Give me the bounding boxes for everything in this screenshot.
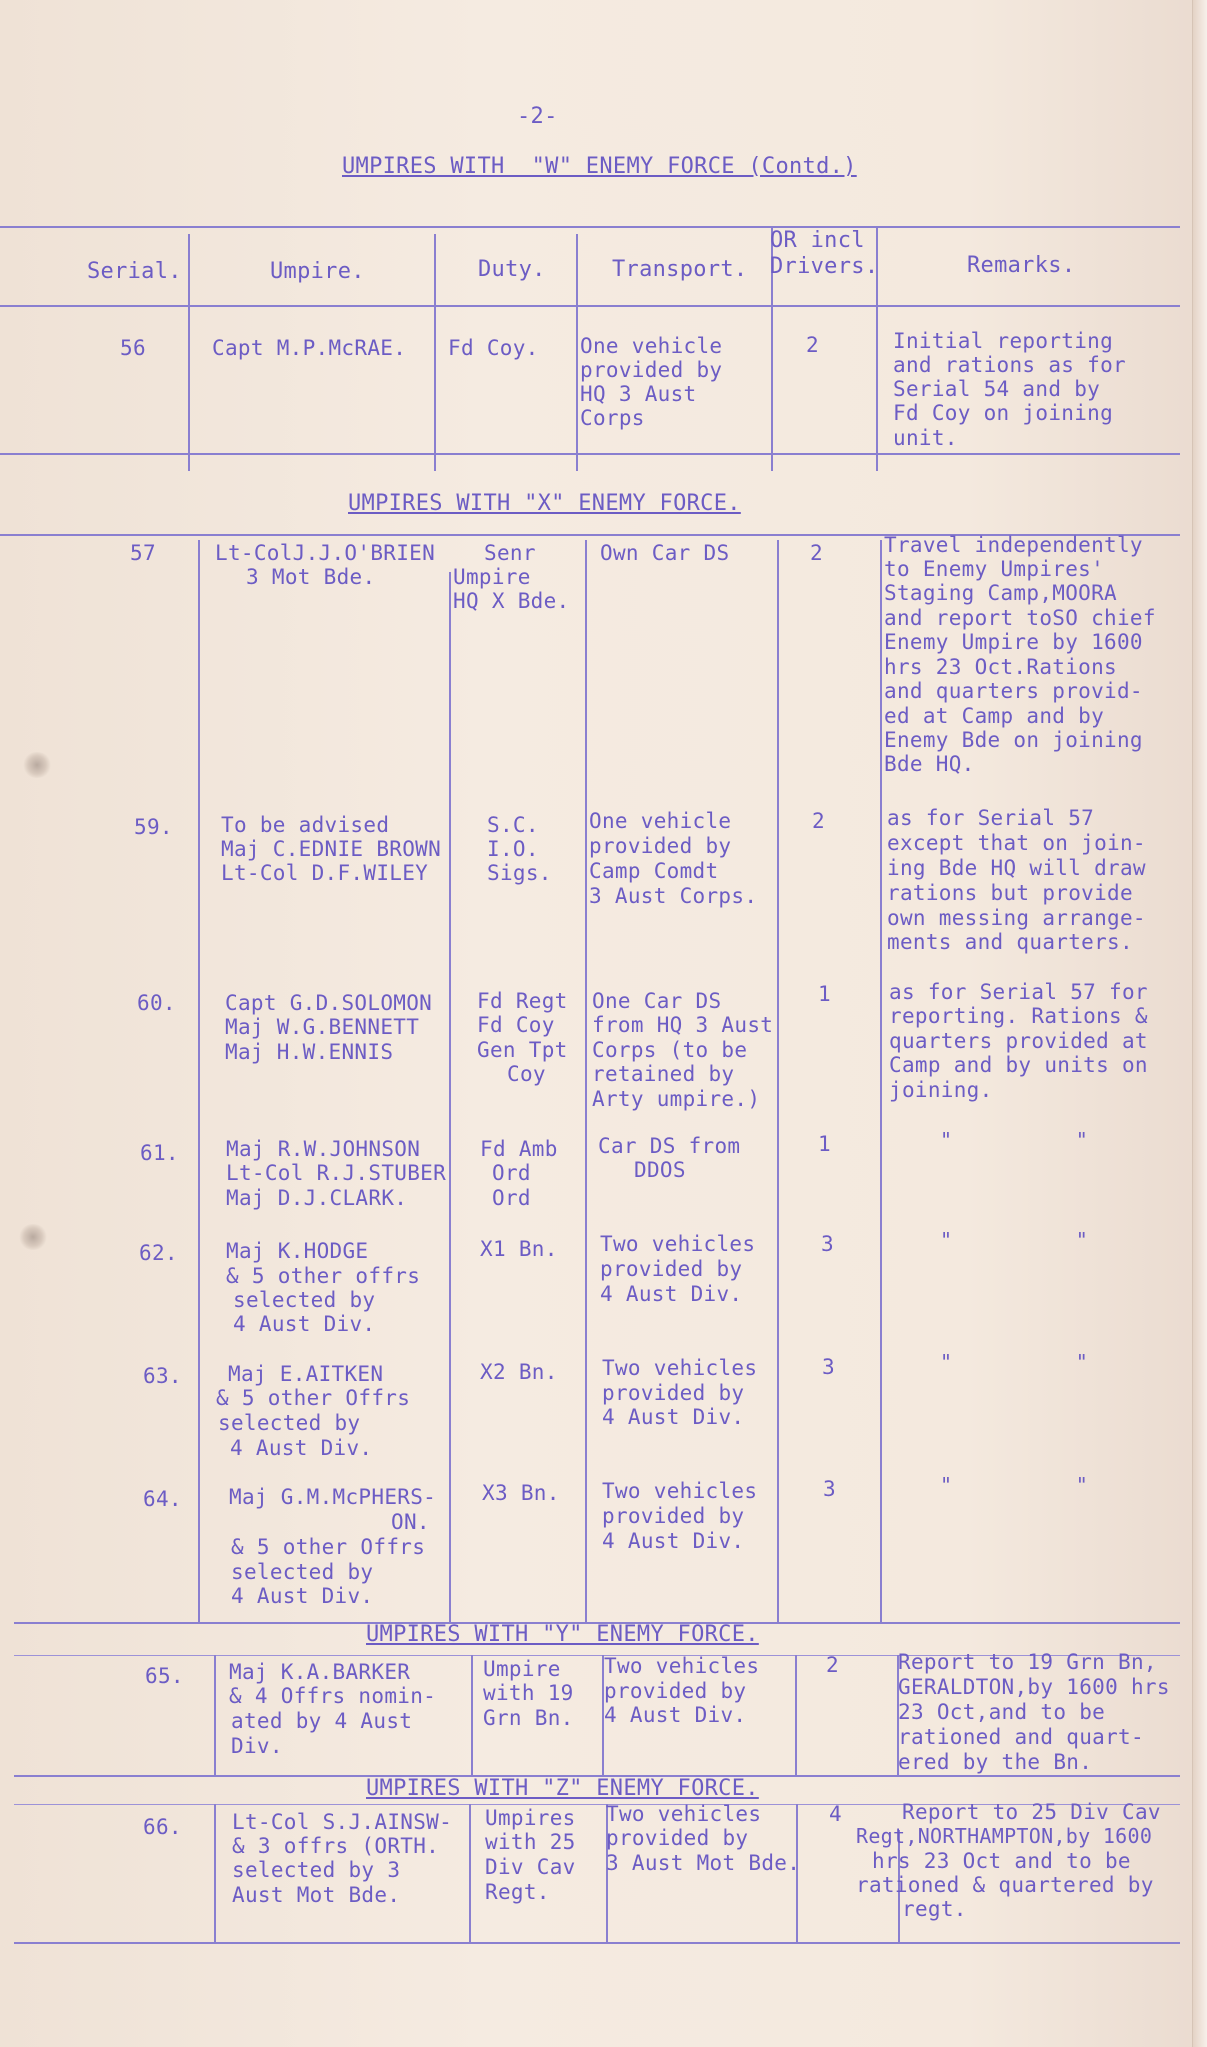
row-59-serial: 59. <box>134 815 173 839</box>
row-65-transport: 4 Aust Div. <box>604 1703 747 1727</box>
row-61-umpire: Maj R.W.JOHNSON <box>226 1137 421 1161</box>
section-title-y: UMPIRES WITH "Y" ENEMY FORCE. <box>366 1622 759 1647</box>
row-65-or: 2 <box>826 1653 839 1677</box>
row-66-transport: 3 Aust Mot Bde. <box>606 1851 801 1875</box>
row-66-transport: provided by <box>606 1826 749 1850</box>
row-57-remarks: ed at Camp and by <box>884 704 1105 728</box>
row-66-duty: with 25 <box>485 1830 576 1854</box>
col-rule <box>434 234 436 471</box>
row-56-umpire: Capt M.P.McRAE. <box>212 336 407 360</box>
row-64-serial: 64. <box>143 1487 182 1511</box>
col-rule <box>777 540 779 1622</box>
row-61-umpire: Maj D.J.CLARK. <box>226 1186 408 1210</box>
section-title-x: UMPIRES WITH "X" ENEMY FORCE. <box>348 491 741 516</box>
row-59-umpire: Lt-Col D.F.WILEY <box>221 861 429 885</box>
row-60-remarks: Camp and by units on <box>889 1053 1148 1077</box>
row-59-or: 2 <box>812 809 825 833</box>
row-65-remarks: GERALDTON,by 1600 hrs <box>898 1675 1170 1699</box>
row-64-transport: Two vehicles <box>602 1479 758 1503</box>
row-64-or: 3 <box>823 1477 836 1501</box>
row-60-transport: Corps (to be <box>592 1038 748 1062</box>
col-rule <box>880 540 882 1622</box>
row-65-remarks: rationed and quart- <box>898 1725 1144 1749</box>
row-57-duty: Senr <box>484 541 536 565</box>
row-61-duty: Ord <box>492 1161 531 1185</box>
row-57-remarks: and report toSO chief <box>884 606 1156 630</box>
row-62-remarks-ditto: " " <box>940 1228 1089 1252</box>
row-64-remarks-ditto: " " <box>940 1473 1089 1497</box>
row-65-umpire: Div. <box>231 1734 283 1758</box>
row-57-umpire: 3 Mot Bde. <box>246 565 376 589</box>
row-60-duty: Gen Tpt <box>477 1038 568 1062</box>
row-66-remarks: hrs 23 Oct and to be <box>872 1849 1131 1873</box>
col-rule <box>576 234 578 471</box>
row-65-remarks: ered by the Bn. <box>898 1750 1093 1774</box>
row-56-transport: Corps <box>580 406 645 430</box>
row-61-transport: Car DS from <box>598 1134 741 1158</box>
row-66-duty: Umpires <box>485 1806 576 1830</box>
row-64-umpire: 4 Aust Div. <box>231 1584 374 1608</box>
col-header-duty: Duty. <box>478 257 546 282</box>
row-66-remarks: Report to 25 Div Cav <box>902 1800 1161 1824</box>
row-60-or: 1 <box>818 982 831 1006</box>
row-59-umpire: To be advised <box>221 813 390 837</box>
row-64-umpire: Maj G.M.McPHERS- <box>229 1485 437 1509</box>
row-65-umpire: Maj K.A.BARKER <box>229 1660 411 1684</box>
row-59-duty: I.O. <box>487 837 539 861</box>
row-57-remarks: Enemy Bde on joining <box>884 728 1143 752</box>
row-59-remarks: ments and quarters. <box>887 930 1133 954</box>
row-60-duty: Fd Regt <box>477 989 568 1013</box>
row-66-remarks: rationed & quartered by <box>856 1873 1154 1897</box>
row-66-umpire: Lt-Col S.J.AINSW- <box>232 1810 453 1834</box>
col-header-transport: Transport. <box>612 257 748 282</box>
row-66-transport: Two vehicles <box>606 1802 762 1826</box>
row-66-or: 4 <box>829 1802 842 1826</box>
row-64-transport: 4 Aust Div. <box>602 1529 745 1553</box>
row-64-duty: X3 Bn. <box>482 1481 560 1505</box>
row-66-umpire: selected by 3 <box>232 1858 401 1882</box>
row-63-umpire: & 5 other Offrs <box>216 1386 411 1410</box>
row-59-remarks: own messing arrange- <box>887 906 1146 930</box>
row-62-umpire: 4 Aust Div. <box>233 1312 376 1336</box>
col-rule <box>449 572 451 1622</box>
page-edge <box>1192 0 1207 2047</box>
page-number: -2- <box>517 104 558 129</box>
punch-hole <box>18 1224 48 1250</box>
row-59-remarks: ing Bde HQ will draw <box>887 856 1146 880</box>
row-66-umpire: & 3 offrs (ORTH. <box>232 1834 440 1858</box>
row-64-umpire: ON. <box>391 1510 430 1534</box>
row-56-or: 2 <box>806 333 819 357</box>
row-64-umpire: selected by <box>231 1560 374 1584</box>
row-57-umpire: Lt-ColJ.J.O'BRIEN <box>215 541 436 565</box>
col-rule <box>795 1655 797 1775</box>
row-63-or: 3 <box>822 1355 835 1379</box>
row-64-umpire: & 5 other Offrs <box>231 1535 426 1559</box>
col-header-or-line2: Drivers. <box>770 254 879 279</box>
punch-hole <box>22 752 52 778</box>
row-56-remarks: Initial reporting <box>893 329 1114 353</box>
row-57-duty: HQ X Bde. <box>453 589 570 613</box>
col-rule <box>214 1804 216 1942</box>
row-57-serial: 57 <box>130 541 156 565</box>
col-header-umpire: Umpire. <box>270 259 365 284</box>
row-65-duty: Umpire <box>483 1657 561 1681</box>
row-65-umpire: & 4 Offrs nomin- <box>229 1684 437 1708</box>
row-60-umpire: Maj W.G.BENNETT <box>225 1015 420 1039</box>
row-60-transport: retained by <box>592 1062 735 1086</box>
row-66-umpire: Aust Mot Bde. <box>232 1883 401 1907</box>
row-63-serial: 63. <box>143 1364 182 1388</box>
row-62-duty: X1 Bn. <box>480 1237 558 1261</box>
rule <box>14 1942 1180 1944</box>
row-60-remarks: joining. <box>889 1078 993 1102</box>
row-62-umpire: selected by <box>233 1288 376 1312</box>
row-57-remarks: Enemy Umpire by 1600 <box>884 630 1143 654</box>
col-rule <box>188 234 190 471</box>
row-56-serial: 56 <box>120 336 146 360</box>
row-65-umpire: ated by 4 Aust <box>231 1709 413 1733</box>
row-62-serial: 62. <box>139 1241 178 1265</box>
row-65-serial: 65. <box>145 1664 184 1688</box>
row-65-duty: Grn Bn. <box>483 1706 574 1730</box>
row-56-remarks: unit. <box>893 426 958 450</box>
row-66-remarks: Regt,NORTHAMPTON,by 1600 <box>856 1824 1153 1848</box>
row-66-duty: Div Cav <box>485 1855 576 1879</box>
row-56-remarks: and rations as for <box>893 353 1126 377</box>
row-59-umpire: Maj C.EDNIE BROWN <box>221 837 442 861</box>
row-65-remarks: 23 Oct,and to be <box>898 1700 1106 1724</box>
row-62-or: 3 <box>821 1232 834 1256</box>
row-60-duty: Fd Coy <box>477 1013 555 1037</box>
row-61-or: 1 <box>818 1132 831 1156</box>
row-66-serial: 66. <box>143 1815 182 1839</box>
row-63-transport: provided by <box>602 1381 745 1405</box>
row-56-remarks: Fd Coy on joining <box>893 401 1114 425</box>
row-61-umpire: Lt-Col R.J.STUBER <box>226 1161 447 1185</box>
row-56-remarks: Serial 54 and by <box>893 377 1101 401</box>
row-61-transport: DDOS <box>634 1158 686 1182</box>
row-61-remarks-ditto: " " <box>940 1128 1089 1152</box>
row-65-remarks: Report to 19 Grn Bn, <box>898 1650 1157 1674</box>
row-60-umpire: Capt G.D.SOLOMON <box>225 991 433 1015</box>
row-56-transport: HQ 3 Aust <box>580 382 697 406</box>
col-rule <box>469 1804 471 1942</box>
row-65-transport: Two vehicles <box>604 1654 760 1678</box>
row-59-remarks: as for Serial 57 <box>887 806 1095 830</box>
row-66-remarks: regt. <box>902 1897 967 1921</box>
rule <box>0 226 1180 228</box>
col-header-remarks: Remarks. <box>967 253 1076 278</box>
row-63-umpire: 4 Aust Div. <box>230 1436 373 1460</box>
col-rule <box>471 1655 473 1775</box>
col-rule <box>198 540 200 1622</box>
row-63-umpire: selected by <box>218 1411 361 1435</box>
row-60-serial: 60. <box>137 991 176 1015</box>
row-60-transport: Arty umpire.) <box>592 1087 761 1111</box>
row-59-duty: S.C. <box>487 813 539 837</box>
row-60-remarks: reporting. Rations & <box>889 1004 1148 1028</box>
row-63-transport: Two vehicles <box>602 1356 758 1380</box>
row-57-remarks: hrs 23 Oct.Rations <box>884 655 1117 679</box>
row-65-transport: provided by <box>604 1679 747 1703</box>
col-rule <box>214 1655 216 1775</box>
col-header-serial: Serial. <box>87 259 182 284</box>
row-57-remarks: Staging Camp,MOORA <box>884 581 1117 605</box>
row-62-umpire: Maj K.HODGE <box>226 1239 369 1263</box>
row-62-transport: provided by <box>600 1257 743 1281</box>
row-57-or: 2 <box>810 541 823 565</box>
row-61-duty: Fd Amb <box>480 1137 558 1161</box>
row-64-transport: provided by <box>602 1504 745 1528</box>
row-63-umpire: Maj E.AITKEN <box>228 1362 384 1386</box>
row-63-duty: X2 Bn. <box>480 1360 558 1384</box>
row-57-remarks: to Enemy Umpires' <box>884 557 1105 581</box>
row-62-transport: 4 Aust Div. <box>600 1282 743 1306</box>
row-56-duty: Fd Coy. <box>448 336 539 360</box>
row-57-remarks: Travel independently <box>884 533 1143 557</box>
row-62-umpire: & 5 other offrs <box>226 1264 421 1288</box>
row-59-transport: Camp Comdt <box>589 859 719 883</box>
row-60-remarks: as for Serial 57 for <box>889 980 1148 1004</box>
row-60-transport: One Car DS <box>592 989 722 1013</box>
row-59-transport: 3 Aust Corps. <box>589 884 758 908</box>
rule <box>0 305 1180 307</box>
row-60-remarks: quarters provided at <box>889 1029 1148 1053</box>
rule <box>0 453 1180 455</box>
section-title-z: UMPIRES WITH "Z" ENEMY FORCE. <box>366 1776 759 1801</box>
row-57-transport: Own Car DS <box>600 541 730 565</box>
row-57-duty: Umpire <box>453 565 531 589</box>
row-65-duty: with 19 <box>483 1681 574 1705</box>
row-66-duty: Regt. <box>485 1880 550 1904</box>
row-59-remarks: rations but provide <box>887 881 1133 905</box>
row-57-remarks: Bde HQ. <box>884 752 975 776</box>
row-63-transport: 4 Aust Div. <box>602 1405 745 1429</box>
row-59-duty: Sigs. <box>487 861 552 885</box>
row-59-remarks: except that on join- <box>887 831 1146 855</box>
row-61-duty: Ord <box>492 1186 531 1210</box>
col-header-or-line1: OR incl <box>770 228 865 253</box>
row-63-remarks-ditto: " " <box>940 1350 1089 1374</box>
row-60-transport: from HQ 3 Aust <box>592 1013 774 1037</box>
row-56-transport: One vehicle <box>580 334 723 358</box>
row-59-transport: provided by <box>589 834 732 858</box>
row-60-umpire: Maj H.W.ENNIS <box>225 1040 394 1064</box>
row-57-remarks: and quarters provid- <box>884 679 1143 703</box>
row-62-transport: Two vehicles <box>600 1232 756 1256</box>
row-56-transport: provided by <box>580 358 723 382</box>
row-60-duty: Coy <box>507 1062 546 1086</box>
row-59-transport: One vehicle <box>589 809 732 833</box>
row-61-serial: 61. <box>140 1141 179 1165</box>
col-rule <box>585 540 587 1622</box>
section-title-w-contd: UMPIRES WITH "W" ENEMY FORCE (Contd.) <box>342 154 857 179</box>
